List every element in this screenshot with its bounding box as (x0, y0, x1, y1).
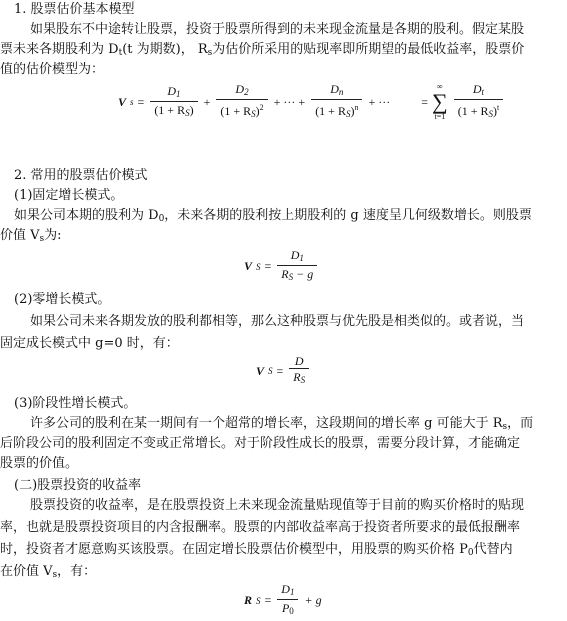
formula-constant-growth: V S = $\frac{D_1}{R_S - g}$ (244, 248, 319, 285)
paragraph-line: 票未来各期股利为 $D_t(t$ 为期数)， $R_s$为估价所采用的贴现率即所期望的最低收益率，股票价 (0, 42, 525, 58)
fraction: $\frac{D_1}{R_S - g}$ (277, 248, 317, 285)
paragraph-line: 在价值 $V_s$，有： (0, 564, 97, 580)
paragraph-line: 股票的价值。 (0, 456, 79, 471)
summation-symbol: ∞ ∑ t=1 (432, 82, 448, 121)
paragraph-line: 许多公司的股利在某一期间有一个超常的增长率，这段期间的增长率 g 可能大于 $R_s$，而 (30, 416, 534, 432)
paragraph-line: 值的估价模型为： (0, 62, 105, 77)
subsection-title: (3)阶段性增长模式。 (14, 396, 137, 411)
paragraph-line: 固定成长模式中 g=0 时，有： (0, 336, 179, 351)
fraction: $\frac{D_n}{(1 + R_S)^n}$ (311, 82, 362, 122)
fraction: $\frac{D}{R_S}$ (289, 354, 309, 388)
subsection-title: (2)零增长模式。 (14, 292, 111, 307)
paragraph-line: 时，投资者才愿意购买该股票。在固定增长股票估价模型中，用股票的购买价格 $P_0$代替内 (0, 542, 513, 558)
paragraph-line: 率，也就是股票投资项目的内含报酬率。股票的内部收益率高于投资者所要求的最低报酬率 (0, 520, 521, 535)
paragraph-line: 如果公司未来各期发放的股利都相等，那么这种股票与优先股是相类似的。或者说，当 (30, 314, 525, 329)
section-3-title: (二)股票投资的收益率 (14, 478, 142, 493)
paragraph-line: 如果股东不中途转让股票，投资于股票所得到的未来现金流量是各期的股利。假定某股 (30, 22, 525, 37)
fraction: $\frac{D_1}{P_0}$ (277, 582, 298, 619)
formula-return-rate: R S = $\frac{D_1}{P_0}$ + g (244, 582, 322, 619)
paragraph-line: 如果公司本期的股利为 $D_0$，未来各期的股利按上期股利的 g 速度呈几何级数增长。则股票 (14, 208, 532, 224)
subsection-title: (1)固定增长模式。 (14, 188, 124, 203)
paragraph-line: 股票投资的收益率，是在股票投资上未来现金流量贴现值等于目前的购买价格时的贴现 (30, 498, 525, 513)
section-2-title: 2. 常用的股票估价模式 (14, 168, 148, 183)
fraction: $\frac{D_t}{(1 + R_S)^t}$ (454, 82, 504, 122)
formula-zero-growth: V S = $\frac{D}{R_S}$ (256, 354, 311, 388)
formula-stock-valuation: V s = $\frac{D_1}{(1 + R_S)}$ + $\frac{D_2}{(1 + R_S)^2}$ + ··· + $\frac{D_n}{(1 + R_S)^n}$ + ··· = ∞ ∑ t=1 $\frac{D_t}{(1 + R_S)^t}$ (118, 80, 505, 122)
section-1-title: 1. 股票估价基本模型 (14, 2, 135, 17)
fraction: $\frac{D_1}{(1 + R_S)}$ (150, 84, 197, 121)
paragraph-line: 后阶段公司的股利固定不变或正常增长。对于阶段性成长的股票，需要分段计算，才能确定 (0, 436, 521, 451)
fraction: $\frac{D_2}{(1 + R_S)^2}$ (216, 82, 267, 122)
paragraph-line: 价值 $V_s$为: (0, 228, 62, 244)
